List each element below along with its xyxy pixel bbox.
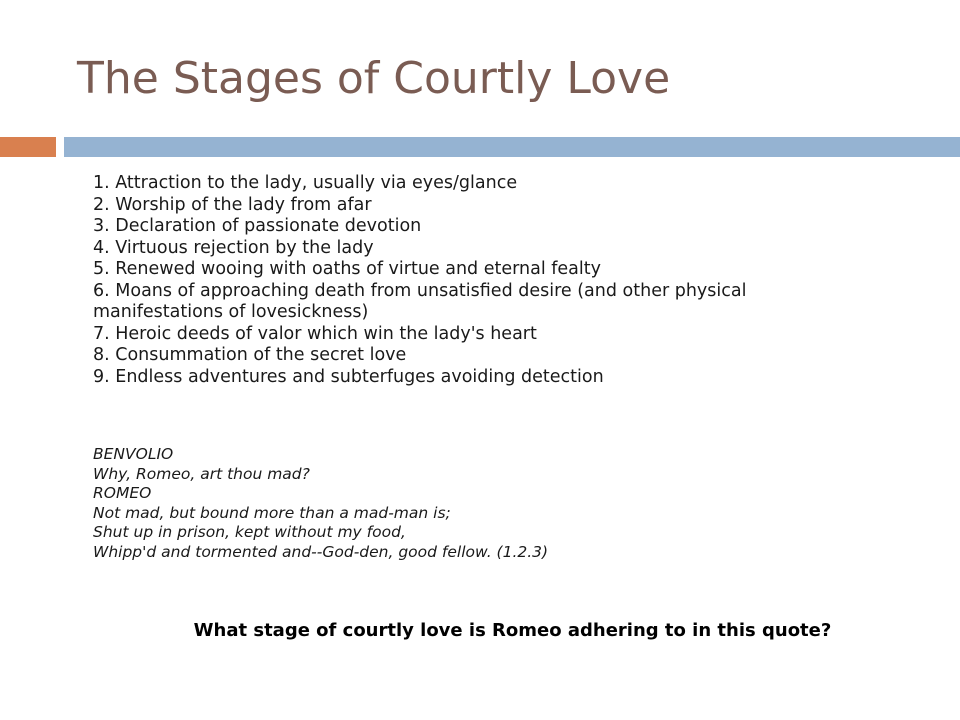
stage-item: 6. Moans of approaching death from unsatisfied desire (and other physical manifestations of lovesickness): [93, 280, 747, 322]
stage-item: 8. Consummation of the secret love: [93, 345, 407, 365]
accent-bar-right: [64, 137, 960, 157]
quote-line: Shut up in prison, kept without my food,: [93, 523, 406, 541]
quote-line: Not mad, but bound more than a mad-man is;: [93, 503, 451, 522]
stage-item: 1. Attraction to the lady, usually via eyes/glance: [93, 173, 518, 193]
quote-line: Whipp'd and tormented and--God-den, good fellow. (1.2.3): [93, 542, 549, 561]
stage-item: 4. Virtuous rejection by the lady: [93, 237, 374, 258]
slide-title: The Stages of Courtly Love: [77, 53, 671, 104]
stage-item: 2. Worship of the lady from afar: [93, 194, 372, 215]
stage-item: 7. Heroic deeds of valor which win the lady's heart: [93, 323, 537, 344]
stage-item: 5. Renewed wooing with oaths of virtue and eternal fealty: [93, 259, 601, 279]
discussion-question: What stage of courtly love is Romeo adhering to in this quote?: [193, 620, 832, 641]
quote-line: Why, Romeo, art thou mad?: [93, 464, 310, 483]
stage-item: 9. Endless adventures and subterfuges avoiding detection: [93, 366, 604, 387]
stage-item: 3. Declaration of passionate devotion: [93, 216, 422, 236]
stages-list: [93, 173, 873, 388]
accent-bar-left: [0, 137, 56, 157]
speaker-name: ROMEO: [93, 484, 152, 502]
romeo-quote: [93, 445, 833, 562]
speaker-name: BENVOLIO: [93, 445, 174, 463]
